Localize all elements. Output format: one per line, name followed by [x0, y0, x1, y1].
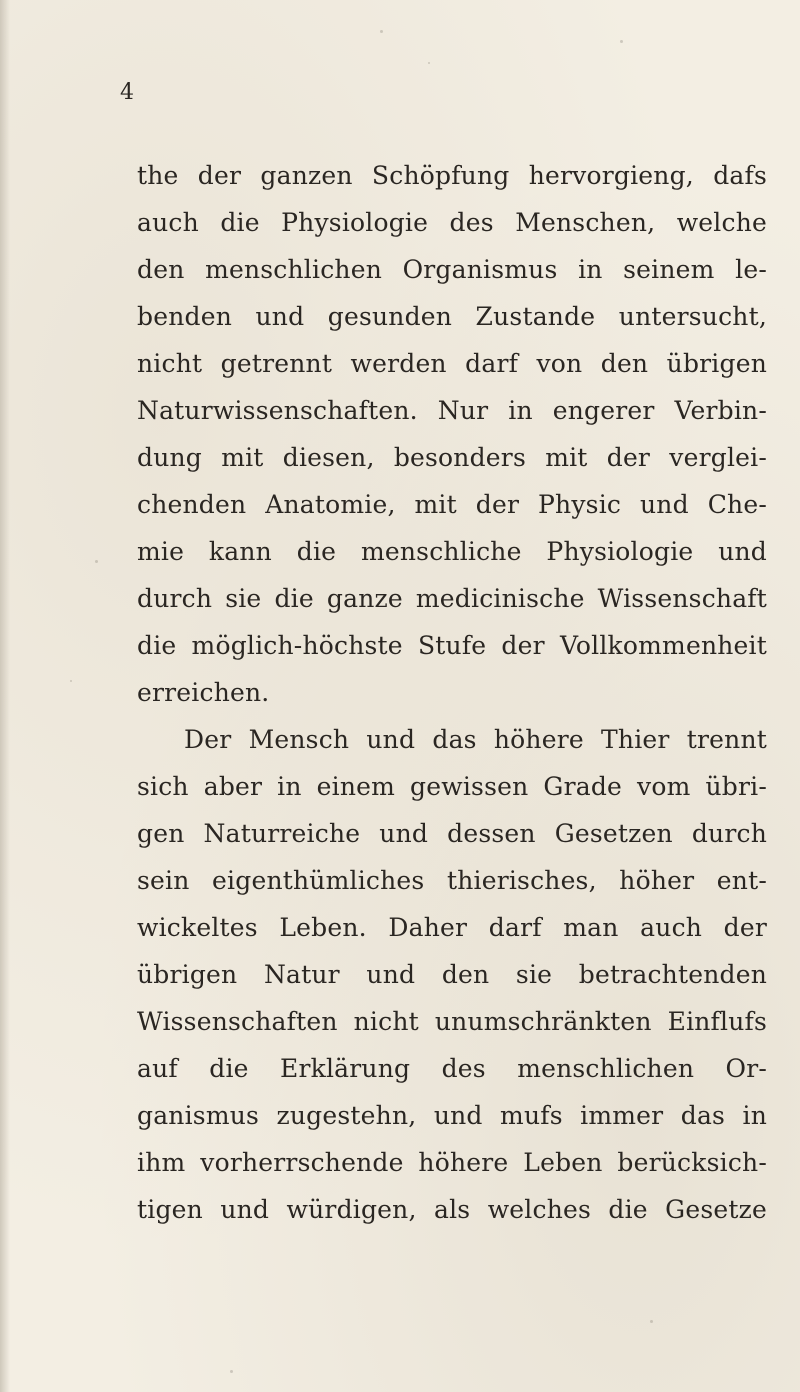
page-number: 4 — [120, 80, 134, 105]
text-line: die möglich-höchste Stufe der Vollkommenheit — [137, 631, 767, 660]
text-line: übrigen Natur und den sie betrachtenden — [137, 960, 767, 989]
text-line: den menschlichen Organismus in seinem le- — [137, 255, 767, 284]
text-line: sein eigenthümliches thierisches, höher ent- — [137, 866, 767, 895]
text-line: auf die Erklärung des menschlichen Or- — [137, 1054, 767, 1083]
page-binding-shadow — [0, 0, 10, 1392]
paper-speck — [620, 40, 623, 43]
text-line: Wissenschaften nicht unumschränkten Einflufs — [137, 1007, 767, 1036]
paper-speck — [650, 1320, 653, 1323]
text-line: dung mit diesen, besonders mit der verglei- — [137, 443, 767, 472]
text-line: nicht getrennt werden darf von den übrigen — [137, 349, 767, 378]
text-line: Naturwissenschaften. Nur in engerer Verbin- — [137, 396, 767, 425]
text-line: chenden Anatomie, mit der Physic und Che- — [137, 490, 767, 519]
paper-speck — [428, 62, 430, 64]
paper-speck — [95, 560, 98, 563]
paper-speck — [230, 1370, 233, 1373]
text-line: auch die Physiologie des Menschen, welche — [137, 208, 767, 237]
paper-speck — [70, 680, 72, 682]
paragraph-start-line: Der Mensch und das höhere Thier trennt — [184, 725, 767, 754]
text-line: erreichen. — [137, 678, 270, 707]
text-line: tigen und würdigen, als welches die Gesetze — [137, 1195, 767, 1224]
text-line: ganismus zugestehn, und mufs immer das in — [137, 1101, 767, 1130]
text-line: the der ganzen Schöpfung hervorgieng, dafs — [137, 161, 767, 190]
text-line: mie kann die menschliche Physiologie und — [137, 537, 767, 566]
paper-speck — [380, 30, 383, 33]
body-text — [137, 152, 767, 1233]
text-line: sich aber in einem gewissen Grade vom übri- — [137, 772, 767, 801]
text-line: wickeltes Leben. Daher darf man auch der — [137, 913, 767, 942]
text-line: benden und gesunden Zustande untersucht, — [137, 302, 767, 331]
text-line: gen Naturreiche und dessen Gesetzen durch — [137, 819, 767, 848]
text-line: durch sie die ganze medicinische Wissenschaft — [137, 584, 767, 613]
text-line: ihm vorherrschende höhere Leben berücksich- — [137, 1148, 767, 1177]
